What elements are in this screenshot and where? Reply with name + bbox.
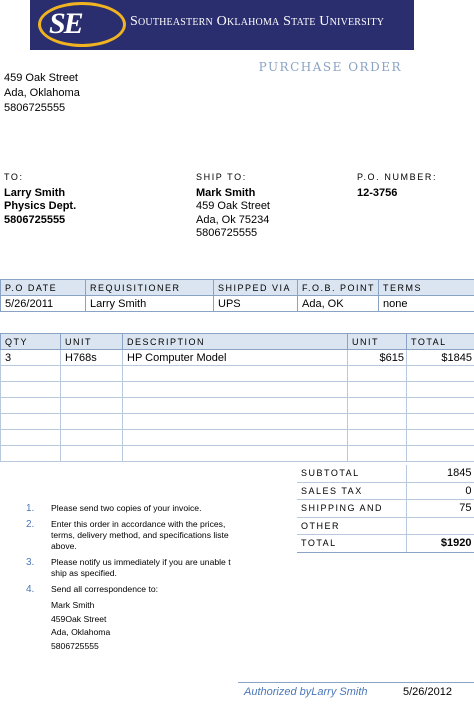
header-requisitioner: REQUISITIONER (86, 280, 214, 296)
header-terms: TERMS (379, 280, 474, 296)
subtotal-value: 1845 (406, 465, 474, 482)
sender-city: Ada, Oklahoma (4, 87, 80, 99)
other-label: OTHER (297, 517, 406, 535)
note-text: Please notify us immediately if you are unable t ship as specified. (51, 557, 231, 578)
subtotal-label: SUBTOTAL (297, 465, 406, 482)
list-item (26, 557, 241, 579)
item-description: HP Computer Model (123, 350, 348, 366)
document-title: PURCHASE ORDER (258, 60, 402, 74)
header-unit: UNIT (61, 334, 123, 350)
table-row (1, 398, 474, 414)
shipping-row (297, 500, 474, 518)
authorized-by: Authorized byLarry Smith (244, 686, 368, 698)
po-number-label: P.O. NUMBER: (357, 172, 438, 182)
contact-street: 459Oak Street (51, 613, 107, 624)
header-shipped-via: SHIPPED VIA (214, 280, 298, 296)
logo-letters: SE (49, 7, 82, 40)
contact-phone: 5806725555 (51, 640, 99, 651)
table-row (1, 366, 474, 382)
order-info-table (0, 279, 474, 312)
other-row (297, 517, 474, 535)
contact-city: Ada, Oklahoma (51, 627, 111, 637)
order-info-header-row (1, 280, 474, 296)
to-block (4, 171, 76, 227)
sender-address (4, 71, 80, 116)
item-qty: 3 (1, 350, 61, 366)
header-qty: QTY (1, 334, 61, 350)
table-row (1, 414, 474, 430)
po-number: 12-3756 (357, 186, 398, 199)
note-number: 1. (26, 503, 35, 514)
contact-name: Mark Smith (51, 600, 95, 610)
correspondence-address (51, 599, 241, 653)
items-table (0, 333, 474, 462)
signature-line (238, 682, 474, 683)
order-info-row (1, 296, 474, 312)
table-row (1, 446, 474, 462)
other-value (406, 517, 474, 535)
sales-tax-value: 0 (406, 482, 474, 500)
shipping-label: SHIPPING AND (297, 500, 406, 518)
item-unit-price: $615 (348, 350, 407, 366)
totals-table (297, 465, 474, 553)
shipping-value: 75 (406, 500, 474, 518)
note-text: Please send two copies of your invoice. (51, 503, 202, 513)
item-total: $1845 (407, 350, 474, 366)
university-name: Southeastern Oklahoma State University (130, 14, 385, 29)
header-total: TOTAL (407, 334, 474, 350)
authorized-date: 5/26/2012 (403, 686, 452, 698)
to-phone: 5806725555 (4, 213, 66, 226)
sender-phone: 5806725555 (4, 102, 66, 114)
note-number: 2. (26, 519, 35, 530)
ship-to-phone: 5806725555 (196, 227, 258, 239)
sales-tax-label: SALES TAX (297, 482, 406, 500)
sender-street: 459 Oak Street (4, 72, 78, 84)
header-unit-price: UNIT (348, 334, 407, 350)
table-row (1, 430, 474, 446)
ship-to-label: SHIP TO: (196, 172, 247, 182)
ship-to-street: 459 Oak Street (196, 200, 270, 212)
total-label: TOTAL (297, 535, 406, 553)
list-item (26, 584, 241, 653)
to-label: TO: (4, 172, 24, 182)
ship-to-name: Mark Smith (196, 186, 256, 199)
header-description: DESCRIPTION (123, 334, 348, 350)
note-number: 3. (26, 557, 35, 568)
to-dept: Physics Dept. (4, 200, 77, 212)
to-name: Larry Smith (4, 186, 66, 199)
note-text: Send all correspondence to: (51, 584, 159, 594)
instructions-list (26, 503, 241, 658)
sales-tax-row (297, 482, 474, 500)
total-value: $1920 (406, 535, 474, 553)
item-unit: H768s (61, 350, 123, 366)
university-logo (38, 2, 126, 47)
note-text: Enter this order in accordance with the prices, terms, delivery method, and specifications liste above. (51, 519, 229, 551)
ship-to-block (196, 171, 270, 241)
po-number-block (357, 171, 437, 200)
header-po-date: P.O DATE (1, 280, 86, 296)
requisitioner: Larry Smith (86, 296, 214, 312)
total-row (297, 535, 474, 553)
list-item (26, 519, 241, 552)
subtotal-row (297, 465, 474, 482)
shipped-via: UPS (214, 296, 298, 312)
ship-to-city: Ada, Ok 75234 (196, 213, 270, 226)
fob-point: Ada, OK (298, 296, 379, 312)
items-header-row (1, 334, 474, 350)
header-fob-point: F.O.B. POINT (298, 280, 379, 296)
terms: none (379, 296, 474, 312)
table-row (1, 350, 474, 366)
list-item (26, 503, 241, 514)
po-date: 5/26/2011 (1, 296, 86, 312)
note-number: 4. (26, 584, 35, 595)
table-row (1, 382, 474, 398)
